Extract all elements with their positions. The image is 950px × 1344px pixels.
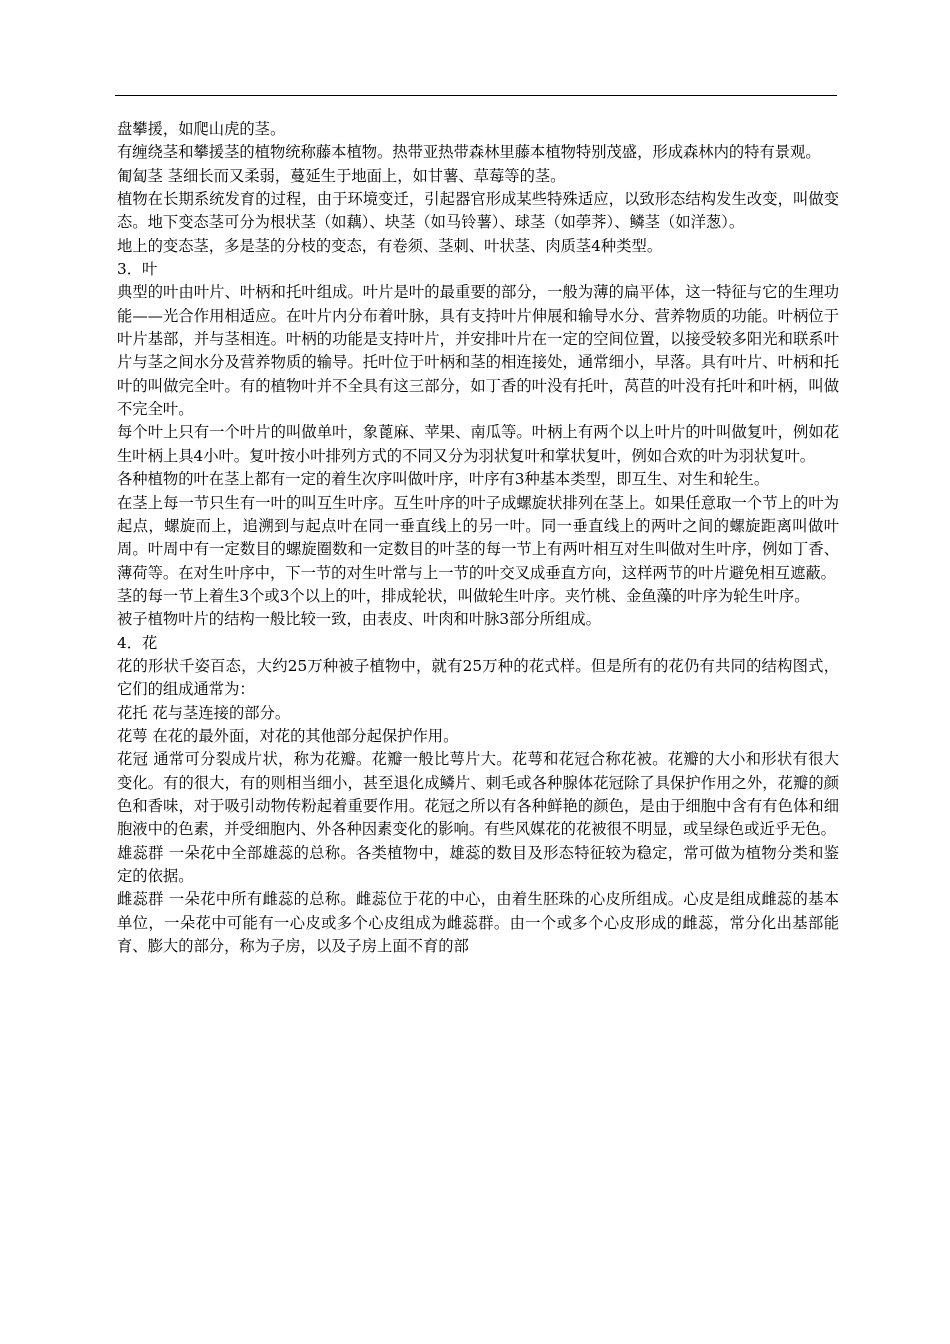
- paragraph: 被子植物叶片的结构一般比较一致，由表皮、叶肉和叶脉3部分所组成。: [117, 610, 601, 629]
- paragraph: 地上的变态茎，多是茎的分枝的变态，有卷须、茎刺、叶状茎、肉质茎4种类型。: [117, 236, 663, 255]
- paragraph: 在茎上每一节只生有一叶的叫互生叶序。互生叶序的叶子成螺旋状排列在茎上。如果任意取一个节上的叶为起点，螺旋而上，追溯到与起点叶在同一垂直线上的另一叶。同一垂直线上的两叶之间的螺旋距离叫做叶周。叶周中有一定数目的螺旋圈数和一定数目的叶茎的每一节上有两叶相互对生叫做对生叶序，例如丁香、薄荷等。在对生叶序中，下一节的对生叶常与上一节的叶交叉成垂直方向，这样两节的叶片避免相互遮蔽。: [117, 493, 839, 582]
- paragraph: 每个叶上只有一个叶片的叫做单叶，象蓖麻、苹果、南瓜等。叶柄上有两个以上叶片的叶叫做复叶，例如花生叶柄上具4小叶。复叶按小叶排列方式的不同又分为羽状复叶和掌状复叶，例如合欢的叶为羽状复叶。: [117, 423, 839, 465]
- paragraph: 各种植物的叶在茎上都有一定的着生次序叫做叶序，叶序有3种基本类型，即互生、对生和轮生。: [117, 470, 770, 489]
- document-body: [117, 118, 839, 958]
- paragraph: 盘攀援，如爬山虎的茎。: [117, 120, 286, 138]
- header-rule: [115, 95, 837, 96]
- paragraph: 典型的叶由叶片、叶柄和托叶组成。叶片是叶的最重要的部分，一般为薄的扁平体，这一特征与它的生理功能——光合作用相适应。在叶片内分布着叶脉，具有支持叶片伸展和输导水分、营养物质的功能。叶柄位于叶片基部，并与茎相连。叶柄的功能是支持叶片，并安排叶片在一定的空间位置，以接受较多阳光和联系叶片与茎之间水分及营养物质的输导。托叶位于叶柄和茎的相连接处，通常细小，早落。具有叶片、叶柄和托叶的叫做完全叶。有的植物叶并不全具有这三部分，如丁香的叶没有托叶，莴苣的叶没有托叶和叶柄，叫做不完全叶。: [117, 283, 839, 419]
- paragraph: 花萼 在花的最外面，对花的其他部分起保护作用。: [117, 726, 459, 745]
- paragraph: 雌蕊群 一朵花中所有雌蕊的总称。雌蕊位于花的中心，由着生胚珠的心皮所组成。心皮是组成雌蕊的基本单位，一朵花中可能有一心皮或多个心皮组成为雌蕊群。由一个或多个心皮形成的雌蕊，常分化出基部能育、膨大的部分，称为子房，以及子房上面不育的部: [117, 890, 839, 956]
- section-heading-flower: 4．花: [117, 633, 158, 652]
- paragraph: 花托 花与茎连接的部分。: [117, 703, 291, 722]
- paragraph: 匍匐茎 茎细长而又柔弱，蔓延生于地面上，如甘薯、草莓等的茎。: [117, 166, 566, 185]
- section-heading-leaf: 3．叶: [117, 260, 158, 279]
- paragraph: 植物在长期系统发育的过程，由于环境变迁，引起器官形成某些特殊适应，以致形态结构发生改变，叫做变态。地下变态茎可分为根状茎（如藕）、块茎（如马铃薯）、球茎（如荸荠）、鳞茎（如洋葱）。: [117, 190, 839, 232]
- paragraph: 有缠绕茎和攀援茎的植物统称藤本植物。热带亚热带森林里藤本植物特别茂盛，形成森林内的特有景观。: [117, 143, 821, 162]
- paragraph: 雄蕊群 一朵花中全部雄蕊的总称。各类植物中，雄蕊的数目及形态特征较为稳定，常可做为植物分类和鉴定的依据。: [117, 843, 839, 885]
- paragraph: 茎的每一节上着生3个或3个以上的叶，排成轮状，叫做轮生叶序。夹竹桃、金鱼藻的叶序为轮生叶序。: [117, 586, 810, 605]
- paragraph: 花的形状千姿百态，大约25万种被子植物中，就有25万种的花式样。但是所有的花仍有共同的结构图式，它们的组成通常为：: [117, 656, 839, 699]
- paragraph: 花冠 通常可分裂成片状，称为花瓣。花瓣一般比萼片大。花萼和花冠合称花被。花瓣的大小和形状有很大变化。有的很大，有的则相当细小，甚至退化成鳞片、刺毛或各种腺体花冠除了具保护作用之外，花瓣的颜色和香味，对于吸引动物传粉起着重要作用。花冠之所以有各种鲜艳的颜色，是由于细胞中含有有色体和细胞液中的色素，并受细胞内、外各种因素变化的影响。有些风媒花的花被很不明显，或呈绿色或近乎无色。: [117, 750, 839, 839]
